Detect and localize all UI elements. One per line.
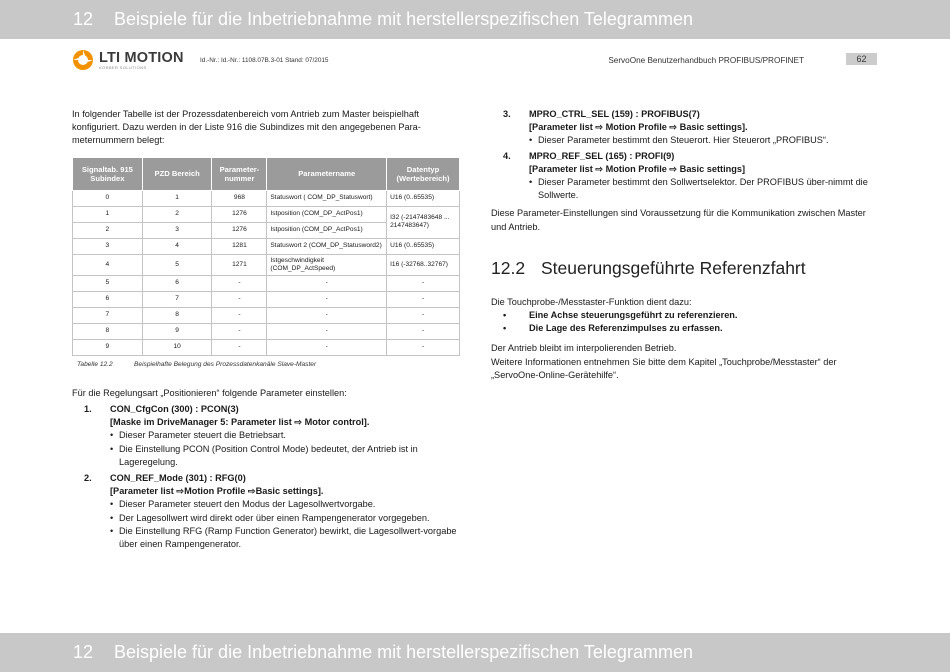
cell-pzd: 7 [142,291,212,307]
section-number: 12.2 [491,257,526,278]
cell-datatype: U16 (0..65535) [387,190,460,206]
cell-subindex: 6 [73,291,143,307]
list-item: • Der Lagesollwert wird direkt oder über einen Rampengenerator vorgegeben. [110,512,430,523]
footer-chapter-title: Beispiele für die Inbetriebnahme mit herstellerspezifischen Telegrammen [114,642,693,662]
cell-datatype: U16 (0..65535) [387,238,460,254]
cell-pzd: 1 [142,190,212,206]
cell-pzd: 8 [142,307,212,323]
table-row [73,323,460,339]
cell-param-name: - [267,323,387,339]
cell-datatype: - [387,275,460,291]
cell-pzd: 6 [142,275,212,291]
section-title: Steuerungsgeführte Referenzfahrt [541,257,806,278]
list-item: • Die Lage des Referenzimpulses zu erfassen. [503,323,723,334]
table-row [73,307,460,323]
cell-param-number: - [212,339,267,355]
header-param-number: Parameter-nummer [212,157,267,190]
list-item: • Die Einstellung RFG (Ramp Function Generator) bewirkt, die Lagesollwert-vorgabe über einen Rampengenerator. [110,525,457,550]
header-param-name: Parametername [267,157,387,190]
cell-subindex: 2 [73,222,143,238]
item-title: MPRO_REF_SEL (165) : PROFI(9) [529,150,675,161]
left-column [72,108,460,551]
table-row [73,206,460,222]
item-number: 3. [503,109,511,119]
cell-subindex: 1 [73,206,143,222]
header-pzd: PZD Bereich [142,157,212,190]
cell-subindex: 8 [73,323,143,339]
intro-paragraph: In folgender Tabelle ist der Prozessdatenbereich vom Antrieb zum Master beispielhaft konfiguriert. Dazu werden in der Liste 916 die Subindizes mit den angegebenen Para-meternummern belegt: [72,109,421,146]
cell-pzd: 2 [142,206,212,222]
cell-subindex: 5 [73,275,143,291]
list-item: • Dieser Parameter bestimmt den Steuerort. Hier Steuerort „PROFIBUS“. [529,135,829,146]
caption-label: Tabelle 12.2 [77,360,113,368]
header-subindex: Signaltab. 915 Subindex [73,157,143,190]
chapter-footer-band [0,633,950,672]
item-title: CON_REF_Mode (301) : RFG(0) [110,473,246,484]
positioning-paragraph: Für die Regelungsart „Positionieren“ folgende Parameter einstellen: [72,387,347,398]
item-menu-path: [Parameter list ⇨ Motion Profile ⇨ Basic settings]. [529,122,748,133]
chapter-number: 12 [73,9,94,29]
cell-param-name: - [267,339,387,355]
page-number: 62 [846,53,877,65]
item-menu-path: [Parameter list ⇨Motion Profile ⇨Basic settings]. [110,486,324,497]
cell-subindex: 7 [73,307,143,323]
caption-text: Beispielhafte Belegung des Prozessdatenkanäle Slave-Master [134,360,317,368]
table-row [73,190,460,206]
cell-param-number: 1276 [212,222,267,238]
cell-param-number: - [212,307,267,323]
cell-param-number: 968 [212,190,267,206]
right-column [491,108,881,382]
list-item: • Dieser Parameter steuert die Betriebsart. [110,430,286,441]
closing-line-2: Weitere Informationen entnehmen Sie bitte dem Kapitel „Touchprobe/Messtaster“ der „ServoOne-Online-Gerätehilfe“. [491,356,837,380]
lti-logo-icon [72,49,94,71]
cell-pzd: 5 [142,254,212,275]
cell-pzd: 3 [142,222,212,238]
cell-param-name: Istgeschwindigkeit (COM_DP_ActSpeed) [267,254,387,275]
cell-param-name: Statuswort ( COM_DP_Statuswort) [267,190,387,206]
closing-line-1: Der Antrieb bleibt im interpolierenden Betrieb. [491,343,677,354]
cell-subindex: 3 [73,238,143,254]
item-number: 1. [84,404,92,415]
table-row [73,339,460,355]
cell-datatype: - [387,339,460,355]
cell-datatype: - [387,291,460,307]
touchprobe-intro: Die Touchprobe-/Messtaster-Funktion dient dazu: [491,296,692,307]
list-item: • Dieser Parameter bestimmt den Sollwertselektor. Der PROFIBUS über-nimmt die Sollwerte. [529,177,868,201]
table-row [73,254,460,275]
list-item: • Dieser Parameter steuert den Modus der Lagesollwertvorgabe. [110,499,376,510]
parameter-item-1 [72,403,460,469]
cell-param-name: Istposition (COM_DP_ActPos1) [267,222,387,238]
section-heading [491,257,881,279]
item-number: 2. [84,473,92,484]
cell-param-name: - [267,291,387,307]
table-row [73,291,460,307]
cell-param-name: - [267,307,387,323]
cell-param-name: - [267,275,387,291]
manual-title: ServoOne Benutzerhandbuch PROFIBUS/PROFINET [608,56,804,65]
cell-subindex: 9 [73,339,143,355]
parameter-item-4 [491,150,881,203]
item-menu-path: [Maske im DriveManager 5: Parameter list ⇨ Motor control]. [110,417,370,428]
cell-param-number: - [212,323,267,339]
cell-pzd: 9 [142,323,212,339]
logo-text: LTI MOTION [99,49,184,66]
cell-param-number: - [212,291,267,307]
table-header-row [73,157,460,190]
parameter-item-3 [491,108,881,148]
cell-subindex: 4 [73,254,143,275]
item-title: CON_CfgCon (300) : PCON(3) [110,404,239,415]
item-title: MPRO_CTRL_SEL (159) : PROFIBUS(7) [529,109,700,119]
logo-subtext: KÖRBER SOLUTIONS [99,64,147,70]
cell-param-number: 1276 [212,206,267,222]
cell-datatype: I16 (-32768..32767) [387,254,460,275]
company-logo [72,48,184,72]
item-number: 4. [503,150,511,161]
header-datatype: Datentyp (Wertebereich) [387,157,460,190]
prerequisite-paragraph: Diese Parameter-Einstellungen sind Voraussetzung für die Kommunikation zwischen Master und Antrieb. [491,208,866,232]
parameter-item-2 [72,472,460,551]
process-data-table [72,157,460,356]
cell-param-name: Statuswort 2 (COM_DP_Statusword2) [267,238,387,254]
cell-pzd: 10 [142,339,212,355]
table-caption [77,358,460,371]
chapter-header-band [0,0,950,39]
table-row [73,238,460,254]
footer-chapter-number: 12 [73,642,94,662]
cell-subindex: 0 [73,190,143,206]
cell-datatype: - [387,307,460,323]
table-row [73,275,460,291]
document-meta: Id.-Nr.: Id.-Nr.: 1108.07B.3-01 Stand: 07/2015 [200,57,329,64]
chapter-title: Beispiele für die Inbetriebnahme mit herstellerspezifischen Telegrammen [114,9,693,29]
cell-param-number: 1271 [212,254,267,275]
cell-datatype: - [387,323,460,339]
item-menu-path: [Parameter list ⇨ Motion Profile ⇨ Basic settings] [529,163,746,174]
list-item: • Die Einstellung PCON (Position Control Mode) bedeutet, der Antrieb ist in Lageregelung. [110,443,418,467]
cell-param-number: - [212,275,267,291]
list-item: • Eine Achse steuerungsgeführt zu referenzieren. [503,310,738,321]
cell-param-number: 1281 [212,238,267,254]
cell-param-name: Istposition (COM_DP_ActPos1) [267,206,387,222]
cell-pzd: 4 [142,238,212,254]
cell-datatype: I32 (-2147483648 ... 2147483647) [387,206,460,238]
